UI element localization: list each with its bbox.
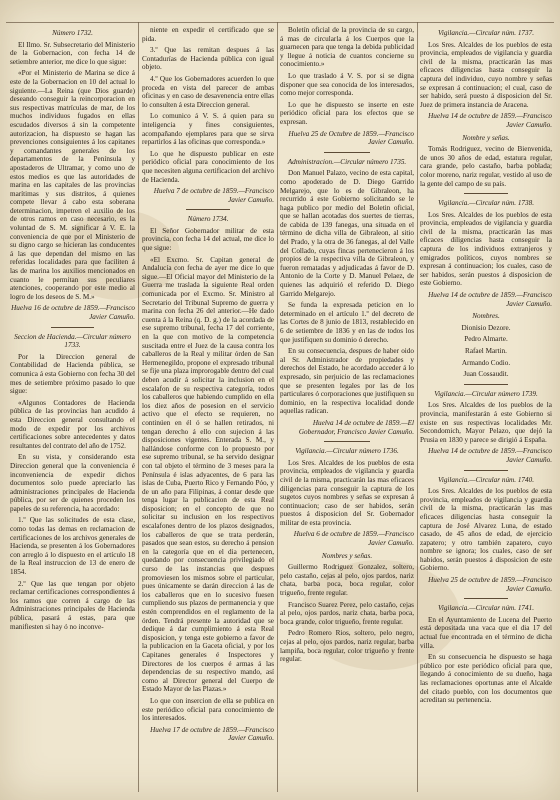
list-item: Rafael Martin.: [465, 347, 507, 355]
paragraph: Tomás Rodriguez, vecino de Bienvenida, de unos 30 años de edad, estatura regular, cara grande, pelo castaño, barba poblada; color moreno, nariz regular, vestido al uso de la gente del campo de su país.: [420, 145, 552, 188]
paragraph: «Algunos Contadores de Hacienda pública de las provincias han acudido á esta Direccion general consultando el modo de expedir por los archivos certificaciones sobre antecedentes y datos resultantes del contrato del año de 1752.: [10, 398, 135, 450]
paragraph: Lo que he dispuesto publicar en este periódico oficial para conocimiento de los que necesiten alguna certificacion del archivo de Hacienda.: [142, 149, 274, 184]
circular-heading: Seccion de Hacienda.—Circular número 1733.: [14, 332, 131, 350]
column-rule: [277, 22, 278, 792]
circular-heading: Vigilancia.—Circular número 1739.: [434, 389, 538, 398]
column-rule: [417, 22, 418, 792]
divider: [186, 209, 231, 210]
paragraph: Lo que traslado á V. S. por si se digna disponer que sea conocida de los interesados, como mejor corresponda.: [280, 71, 414, 98]
circular-heading: Vigilancia.—Circular número 1736.: [295, 447, 399, 456]
paragraph: Los Sres. Alcaldes de los pueblos de esta provincia, empleados de vigilancia y guardia civil de la misma, practicarán las mas eficaces diligencias hasta conseguir la captura de los individuos extranjeros y emigrados políticos, cuyos nombres se expresan á continuacion; los cuales, caso de ser habidos, serán puestos á disposicion de este Gobierno.: [420, 210, 552, 288]
divider: [324, 441, 370, 442]
paragraph: 4.º Que los Gobernadores acuerden lo que proceda en vista del parecer de ambas oficinas y en caso de desavenencia entre ellas lo consulten á esta Direccion general.: [142, 74, 274, 109]
section-heading: Nombre y señas.: [462, 133, 510, 142]
signature-line: Huelva 14 de octubre de 1859.—Francisco Javier Camuño.: [428, 447, 552, 464]
circular-heading: Vigilancia.—Circular núm. 1737.: [437, 29, 535, 37]
column-4: [420, 26, 552, 792]
circular-heading: Administracion.—Circular número 1735.: [287, 157, 407, 166]
paragraph: «El Excmo. Sr. Capitan general de Andalucía con fecha de ayer me dice lo que sigue.—El Oficial mayor del Ministerio de la Guerra me traslada la siguiente Real orden comunicada por el Excmo. Sr. Ministro al Secretario del Tribunal Supremo de guerra y marina con fecha 26 del anterior.—He dado cuenta á la Reina (q. D. g.) de la acordada de ese supremo tribunal, fecha 17 del corriente, en la que con motivo de la competencia suscitada entre el Juez de la causa contra los caballeros de la Real y militar órden de San Hermenegildo, propone el expresado tribunal se fije una plaza improrogable dentro del cual deben acudir á solicitar la inclusion en el escalafon de su respectiva categoría, todos los caballeros que habiendo cumplido en ella los diez años de posesion en el servicio activo que el efecto se requieren, no continúen en él ó se hallen retirados, ni tengan derecho á ello con sujecion á las disposiciones vigentes. Enterada S. M., y hallándose conforme con lo propuesto por ese supremo tribunal, se ha servido designar con tal objeto el término de 3 meses para la Península é islas adyacentes, de 6 para las islas de Cuba, Puerto Rico y Fernando Póo, y de un año para Filipinas, á contar desde que tenga lugar la publicacion de esta Real disposicion; en el concepto de que no solicitar su inclusion en los respectivos escalafones dentro de los plazos designados, los caballeros de que se trata perderán, pasados que sean estos, su derecho á pension en la categoría que en el dia pertenecen, quedando por consecuencia privilegiado el curso de las instancias que despues promoviesen los mismos sobre el particular, pues únicamente se darán direccion á las de los caballeros que en lo sucesivo fuesen cumpliendo sus plazos de permanencia y que estén comprendidos en el reglamento de la órden. Tendrá presente la autoridad que se dedique á dar cumplimiento á esta Real disposicion, y tenga este gobierno a favor de la publicacion en la Gaceta oficial, y por los Capitanes generales é Inspectores y Directores de los cuerpos é armas á las dependencias de su respectivo mando, así como al Director general del Cuerpo de Estado Mayor de las Plazas.»: [142, 255, 274, 694]
paragraph: Se funda la expresada peticion en lo determinado en el artículo 1.º del decreto de las Cortes de 8 junio de 1813, restablecido en 6 de setiembre de 1836 y en las de todos los que justifiquen su dominio ó derecho.: [280, 301, 414, 344]
signature-line: Huelva 14 de octubre de 1859.—Francisco Javier Camuño.: [428, 291, 552, 308]
paragraph: Los Sres. Alcaldes de los pueblos de esta provincia, empleados de vigilancia y guardia civil de la misma, practicarán las mas eficaces diligencias hasta conseguir la captura del individuo, cuyo nombre y señas se expresan á continuacion; el cual, caso de ser habido, será puesto á disposicion del Sr. Juez de primera instancia de Aracena.: [420, 40, 552, 109]
divider: [464, 470, 509, 471]
paragraph: Guillermo Rodriguez Gonzalez, soltero, pelo castaño, cejas al pelo, ojos pardos, nariz chata, barba poca, boca regular, color trigueño, frente regular.: [280, 563, 414, 598]
divider: [51, 327, 94, 328]
signature-line: Huelva 14 de octubre de 1859.—El Gobernador, Francisco Javier Camuño.: [298, 418, 414, 436]
circular-heading: Vigilancia.—Circular núm. 1741.: [437, 604, 535, 613]
top-rule: [6, 22, 554, 23]
divider: [464, 193, 509, 194]
paragraph: El Ilmo. Sr. Subsecretario del Ministerio de la Gobernacion, con fecha 14 de setiembre anterior, me dice lo que sigue:: [10, 40, 135, 66]
signature-line: Huelva 7 de octubre de 1859.—Francisco Javier Camuño.: [153, 187, 274, 204]
signature-line: Huelva 16 de octubre de 1859.—Francisco Javier Camuño.: [11, 304, 135, 321]
paragraph: Lo que con insercion de ella se publica en este periódico oficial para conocimiento de los interesados.: [142, 696, 274, 723]
list-item: Juan Cossaudit.: [463, 370, 509, 379]
circular-heading: Vigilancia.—Circular núm. 1740.: [437, 475, 535, 484]
circular-heading: Número 1734.: [187, 215, 229, 224]
column-1: [10, 26, 135, 792]
divider: [324, 152, 370, 153]
paragraph: Lo que he dispuesto se inserte en este periódico oficial para los efectos que se expresan.: [280, 100, 414, 126]
column-2: [142, 26, 274, 792]
names-list: [420, 324, 552, 379]
paragraph: «Por el Ministerio de Marina se dice á este de la Gobernacion en 10 del actual lo siguiente.—La Reina (que Dios guarde) deseando conseguir la reincorporacion en sus respectivas matrículas de mar, de los muchos individuos fugados en ellas escudados diversos á sin la competente autorizacion, ha dispuesto se hagan las prevenciones consiguientes á los capitanes y comandantes generales de los departamentos de la Península y apostaderos de Ultramar, y como uno de estos medios es que las autoridades de marina en las capitales de las provincias marítimas y sus distritos, á quienes compete llevar á cabo esta soberana determinacion, impetren el auxilio de los de otros ramos en caso necesario, es la voluntad de S. M. significar á V. E. la conveniencia de que por el Ministerio de su digno cargo se hicieran las conducentes á las que dependan del mismo en las referidas localidades para que faciliten á las de marina los auxilios mencionados en cuanto le permitan sus peculiares atenciones, cooperando por este medio al logro de los deseos de S. M.»: [10, 69, 135, 301]
paragraph: En su vista, y considerando esta Direccion general que la conveniencia é inconveniencia de expedir dichos documentos solo puede apreciarlo las administraciones principales de Hacienda pública, por ser de quienes proceden los papeles de su referencia, ha acordado:: [10, 453, 135, 513]
section-heading: Nombres.: [472, 312, 500, 321]
paragraph: Francisco Suarez Perez, pelo castaño, cejas al pelo, ojos pardos, nariz chata, barba poca, boca grande, color trigueño, frente regular.: [280, 600, 414, 626]
circular-heading: Número 1732.: [52, 29, 93, 37]
list-item: Armando Codio.: [461, 358, 511, 367]
column-rule: [138, 22, 139, 792]
paragraph: Los Sres. Alcaldes de los pueblos de la provincia, manifestarán á este Gobierno si existe en sus respectivas localidades Mr. Secondomich, Mayor Pelazo, que dejó la Prusia en 1830 y parece se dirigió á España.: [420, 401, 552, 444]
paragraph: 1.º Que las solicitudes de esta clase, como todas las demas en reclamacion de certificaciones de los archivos generales de Hacienda, se presenten á los Gobernadores con arreglo á lo dispuesto en el artículo 18 de la Real instruccion de 13 de enero de 1854.: [10, 516, 135, 577]
paragraph: Don Manuel Palazo, vecino de esta capital, como apoderado de D. Diego Garrido Melgarejo, que lo es de Gibraleon, ha recurrido á este Gobierno solicitando se le haga publico por medio del Boletin oficial, que se hallan acotadas dos suertes de tierras, de cabida de 139 fanegas, una situada en el término de dicha villa de Gibraleon, al sitio del Prado, y la otra de 36 fanegas, al del Valle del Collado, cuyas fincas pertenecieron á los propios de la respectiva villa de Gibraleon, y fueron rematadas y adjudicadas á favor de D. Antonio de la Corte y D. Manuel Pelaez, de quienes las adquirió el referido D. Diego Garrido Melgarejo.: [280, 169, 414, 298]
column-3: [280, 26, 414, 792]
section-heading: Nombres y señas.: [321, 551, 373, 560]
divider: [464, 598, 509, 599]
list-item: Pedro Almarte.: [464, 335, 508, 344]
paragraph: Lo comunico á V. S. á quien para su inteligencia y fines consiguientes, acompañando ejemplares para que se sirva repartirlos á las oficinas que corresponda.»: [142, 112, 274, 147]
signature-line: Huelva 6 de octubre de 1859.—Francisco Javier Camuño.: [293, 530, 414, 548]
signature-line: Huelva 14 de octubre de 1859.—Francisco Javier Camuño.: [428, 112, 552, 129]
paragraph: En el Ayuntamiento de Lucena del Puerto está depositada una vaca que el dia 17 del actual fue encontrada en el término de dicha villa.: [420, 615, 552, 650]
paragraph: Los Sres. Alcaldes de los pueblos de esta provincia, empleados de vigilancia y guardia civil de la misma, practicarán las mas eficaces diligencias hasta conseguir la captura de José Alvarez Luna, de estado casado, de 45 años de edad, de ejercicio zapatero; y otro también zapatero, cuyo nombre se ignora; los cuales, caso de ser habidos, serán puestos á disposicion de este Gobierno.: [420, 487, 552, 573]
paragraph: El Señor Gobernador militar de esta provincia, con fecha 14 del actual, me dice lo que sigue:: [142, 226, 274, 253]
paragraph: Boletín oficial de la provincia de su cargo, á mas de circularla á los Cuerpos que la guarnecen para que tenga la debida publicidad y llegue á noticia de cuantos concierne su conocimiento.»: [280, 26, 414, 69]
paragraph: Por la Direccion general de Contabilidad de Hacienda pública, se comunica á esta Gobierno con fecha 30 del mes de setiembre próximo pasado lo que sigue:: [10, 352, 135, 396]
paragraph: Los Sres. Alcaldes de los pueblos de esta provincia, empleados de vigilancia y guardia civil de la misma, practicarán las mas eficaces diligencias para conseguir la captura de los sugetos cuyos nombres y señas se expresan á continuacion; caso de ser habidos, serán puestos á disposicion del Sr. Gobernador militar de esta provincia.: [280, 458, 414, 527]
divider: [464, 384, 509, 385]
paragraph: 2.º Que las que tengan por objeto reclamar certificaciones correspondientes á los ramos que corren á cargo de las Administraciones principales de Hacienda pública, pasará á estas, para que manifiesten si hay ó no inconve-: [10, 579, 135, 631]
signature-line: Huelva 25 de Octubre de 1859.—Francisco Javier Camuño.: [288, 129, 414, 147]
paragraph: 3.º Que las remitan despues á las Contadurías de Hacienda pública con igual objeto.: [142, 46, 274, 72]
paragraph: Pedro Romero Rios, soltero, pelo negro, cejas al pelo, ojos pardos, nariz regular, barba lampiña, boca regular, color trigueño y frente regular.: [280, 629, 414, 664]
list-item: Dionisio Dezore.: [461, 323, 511, 332]
paragraph: En su consecuencia, despues de haber oido al Sr. Administrador de propiedades y derechos del Estado, he acordado acceder á lo expresado, sin perjuicio de las reclamaciones que se presenten legales por las de los particulares ó corporaciones que justifiquen su dominio, en la respectiva localidad donde aquellas radican.: [280, 347, 414, 416]
paragraph: niente en expedir el certificado que se pida.: [142, 26, 274, 43]
signature-line: Huelva 25 de octubre de 1859.—Francisco Javier Camuño.: [428, 576, 552, 593]
signature-line: Huelva 17 de octubre de 1859.—Francisco Javier Camuño.: [150, 725, 274, 743]
paragraph: En su consecuencia he dispuesto se haga público por este periódico oficial para que, llegando á conocimiento de su dueño, haga las reclamaciones oportunas ante el Alcalde del citado pueblo, con los documentos que acreditan su pertenencia.: [420, 653, 552, 705]
circular-heading: Vigilancia.—Circular núm. 1738.: [437, 199, 535, 208]
